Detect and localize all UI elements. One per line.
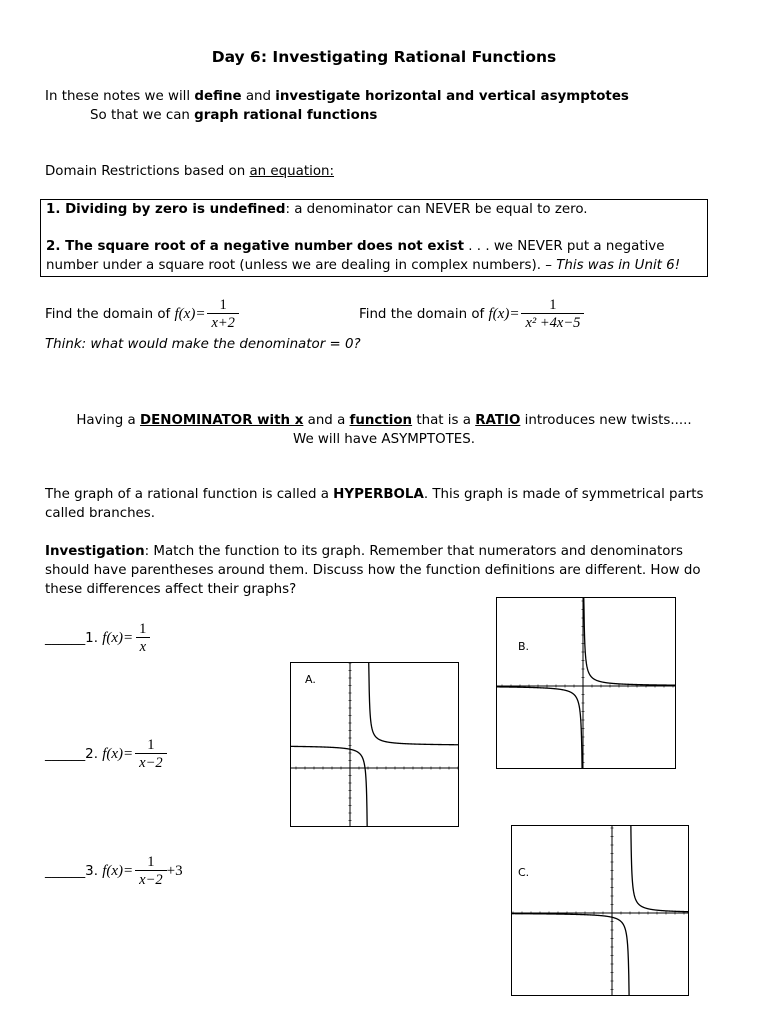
answer-blank[interactable]: ______ bbox=[45, 631, 86, 646]
rule-2-line-2 bbox=[46, 257, 680, 275]
item-3-tail: +3 bbox=[166, 863, 183, 879]
investigation-text: : Match the function to its graph. Remember that numerators and denominators bbox=[144, 544, 683, 559]
intro-text: In these notes we will bbox=[45, 89, 195, 104]
intro-line-2 bbox=[90, 107, 377, 125]
item-fx: f(x)= bbox=[102, 630, 134, 646]
rule-2-bold: 2. The square root of a negative number does not exist bbox=[46, 239, 465, 254]
left-branch bbox=[291, 746, 368, 826]
twists-ratio: RATIO bbox=[475, 413, 521, 428]
item-1 bbox=[45, 620, 150, 657]
intro-graph-rational: graph rational functions bbox=[194, 108, 378, 123]
fraction-numerator: 1 bbox=[147, 737, 155, 753]
rule-1-bold: 1. Dividing by zero is undefined bbox=[46, 202, 286, 217]
domain-hint: Think: what would make the denominator = 0? bbox=[45, 337, 361, 352]
intro-define: define bbox=[194, 89, 242, 104]
item-2-fraction bbox=[135, 737, 166, 771]
hyperbola-pre: The graph of a rational function is called a bbox=[45, 487, 334, 502]
twists-post: introduces new twists..... bbox=[520, 413, 692, 428]
intro-so-that: So that we can bbox=[90, 108, 195, 123]
item-fx: f(x)= bbox=[102, 863, 134, 879]
hyperbola-line-2: called branches. bbox=[45, 506, 156, 521]
item-1-fraction bbox=[135, 621, 150, 655]
graph-a-plot bbox=[291, 663, 458, 826]
graph-a bbox=[290, 662, 459, 827]
domain-problem-1-fraction bbox=[207, 297, 238, 331]
rule-2-rest: . . . we NEVER put a negative bbox=[464, 239, 665, 254]
investigation-line-3: these differences affect their graphs? bbox=[45, 582, 297, 597]
domain-heading-text: Domain Restrictions based on bbox=[45, 164, 250, 179]
twists-mid2: that is a bbox=[412, 413, 476, 428]
rule-2 bbox=[46, 238, 664, 256]
hyperbola-post: . This graph is made of symmetrical parts bbox=[423, 487, 704, 502]
fraction-numerator: 1 bbox=[549, 297, 557, 313]
domain-problem-1 bbox=[45, 296, 239, 333]
graph-b-label: B. bbox=[518, 640, 530, 653]
investigation-bold: Investigation bbox=[45, 544, 145, 559]
item-fx: f(x)= bbox=[102, 746, 134, 762]
graph-c bbox=[511, 825, 689, 996]
rule-2-line-2-text: number under a square root (unless we are dealing in complex numbers). – bbox=[46, 258, 557, 273]
hyperbola-bold: HYPERBOLA bbox=[333, 487, 424, 502]
intro-line-1 bbox=[45, 88, 629, 106]
graph-a-label: A. bbox=[305, 673, 316, 686]
answer-blank[interactable]: ______ bbox=[45, 864, 86, 879]
domain-problem-2 bbox=[359, 296, 584, 333]
answer-blank[interactable]: ______ bbox=[45, 747, 86, 762]
graph-c-label: C. bbox=[518, 866, 530, 879]
twists-mid1: and a bbox=[303, 413, 350, 428]
twists-function: function bbox=[349, 413, 413, 428]
domain-problem-2-fx: f(x)= bbox=[488, 306, 520, 322]
fraction-denominator: x−2 bbox=[135, 870, 166, 888]
item-number: 3. bbox=[85, 864, 98, 879]
hyperbola-line-1 bbox=[45, 486, 703, 504]
item-number: 1. bbox=[85, 631, 98, 646]
twists-pre: Having a bbox=[76, 413, 140, 428]
item-2 bbox=[45, 736, 167, 773]
rule-1 bbox=[46, 201, 588, 219]
fraction-numerator: 1 bbox=[147, 854, 155, 870]
right-branch bbox=[583, 598, 675, 685]
graph-c-plot bbox=[512, 826, 688, 995]
domain-problem-1-fx: f(x)= bbox=[174, 306, 206, 322]
left-branch bbox=[497, 687, 583, 768]
domain-problem-2-fraction bbox=[521, 297, 584, 331]
fraction-denominator: x−2 bbox=[135, 753, 166, 771]
item-3-fraction bbox=[135, 854, 166, 888]
page-title: Day 6: Investigating Rational Functions bbox=[211, 48, 557, 66]
item-3 bbox=[45, 853, 183, 890]
fraction-denominator: x² +4x−5 bbox=[521, 313, 584, 331]
fraction-denominator: x bbox=[136, 637, 150, 655]
rule-2-italic: This was in Unit 6! bbox=[556, 258, 681, 273]
domain-heading-underline: an equation: bbox=[249, 164, 335, 179]
twists-line-1 bbox=[0, 412, 768, 430]
rule-1-rest: : a denominator can NEVER be equal to zero. bbox=[285, 202, 588, 217]
graph-b bbox=[496, 597, 676, 769]
domain-heading bbox=[45, 163, 334, 181]
fraction-denominator: x+2 bbox=[207, 313, 238, 331]
right-branch bbox=[368, 663, 458, 745]
graph-b-plot bbox=[497, 598, 675, 768]
investigation-line-2: should have parentheses around them. Discuss how the function definitions are different. How do bbox=[45, 563, 701, 578]
intro-and: and bbox=[241, 89, 276, 104]
twists-denominator: DENOMINATOR with x bbox=[139, 413, 304, 428]
investigation-line-1 bbox=[45, 543, 683, 561]
domain-problem-2-label: Find the domain of bbox=[359, 307, 489, 322]
intro-asymptotes: investigate horizontal and vertical asymptotes bbox=[275, 89, 629, 104]
right-branch bbox=[630, 826, 688, 912]
item-number: 2. bbox=[85, 747, 98, 762]
fraction-numerator: 1 bbox=[139, 621, 147, 637]
twists-line-2: We will have ASYMPTOTES. bbox=[292, 432, 475, 447]
domain-problem-1-label: Find the domain of bbox=[45, 307, 175, 322]
fraction-numerator: 1 bbox=[219, 297, 227, 313]
